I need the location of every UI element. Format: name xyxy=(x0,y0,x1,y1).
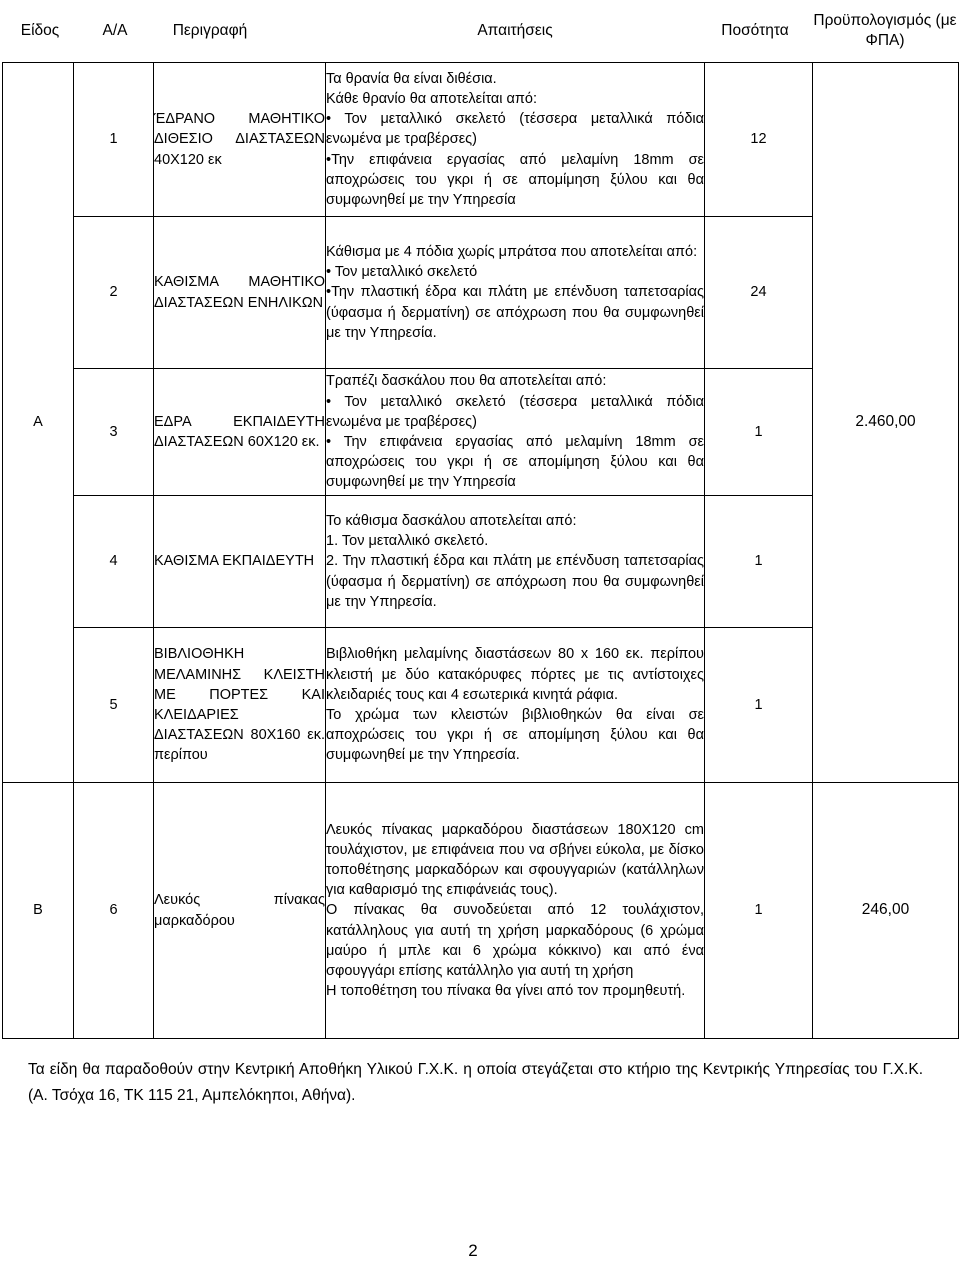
quantity-cell: 1 xyxy=(705,496,813,628)
table-row xyxy=(3,63,959,217)
requirements-text: Τα θρανία θα είναι διθέσια. Κάθε θρανίο θα αποτελείται από: • Τον μεταλλικό σκελετό (τέσσερα μεταλλικά πόδια ενωμένα με τραβέρσες) •Την επιφάνεια εργασίας από μελαμίνη 18mm σε αποχρώσεις του γκρι ή σε απομίμηση ξύλου και θα συμφωνηθεί με την Υπηρεσία xyxy=(326,70,704,208)
header-kind: Είδος xyxy=(20,22,60,39)
items-table xyxy=(2,62,959,1039)
delivery-note: Τα είδη θα παραδοθούν στην Κεντρική Αποθήκη Υλικού Γ.Χ.Κ. η οποία στεγάζεται στο κτήριο της Κεντρικής Υπηρεσίας του Γ.Χ.Κ. (Α. Τσόχα 16, ΤΚ 115 21, Αμπελόκηποι, Αθήνα). xyxy=(28,1061,923,1104)
requirements-text: Βιβλιοθήκη μελαμίνης διαστάσεων 80 x 160 εκ. περίπου κλειστή με δύο κατακόρυφες πόρτες με τις αντίστοιχες κλειδαριές τους και 4 εσωτερικά κινητά ράφια. Το χρώμα των κλειστών βιβλιοθηκών θα είναι σε αποχρώσεις του γκρι ή σε απομίμηση ξύλου και θα συμφωνηθεί με την Υπηρεσία. xyxy=(326,646,704,764)
description-cell: ΈΔΡΑΝΟ ΜΑΘΗΤΙΚΟ ΔΙΘΕΣΙΟ ΔΙΑΣΤΑΣΕΩΝ 40Χ120 εκ xyxy=(154,63,326,217)
quantity-cell: 24 xyxy=(705,217,813,369)
aa-cell: 4 xyxy=(74,496,154,628)
quantity-cell: 1 xyxy=(705,628,813,783)
requirements-cell xyxy=(326,217,705,369)
budget-cell: 246,00 xyxy=(813,783,959,1039)
aa-cell: 5 xyxy=(74,628,154,783)
aa-cell: 1 xyxy=(74,63,154,217)
requirements-cell xyxy=(326,496,705,628)
header-aa: Α/Α xyxy=(102,22,128,39)
description-cell: Λευκός πίνακας μαρκαδόρου xyxy=(154,783,326,1039)
requirements-text: Το κάθισμα δασκάλου αποτελείται από: 1. Τον μεταλλικό σκελετό. 2. Την πλαστική έδρα και πλάτη με επένδυση ταπετσαρίας (ύφασμα ή δερματίνη) σε απόχρωση που θα συμφωνηθεί με την Υπηρεσία. xyxy=(326,512,704,610)
page-number: 2 xyxy=(468,1241,478,1260)
budget-cell: 2.460,00 xyxy=(813,63,959,783)
header-description: Περιγραφή xyxy=(172,22,248,39)
quantity-cell: 1 xyxy=(705,783,813,1039)
aa-cell: 3 xyxy=(74,369,154,496)
description-cell: ΚΑΘΙΣΜΑ ΜΑΘΗΤΙΚΟ ΔΙΑΣΤΑΣΕΩΝ ΕΝΗΛΙΚΩΝ xyxy=(154,217,326,369)
quantity-cell: 1 xyxy=(705,369,813,496)
description-cell: ΒΙΒΛΙΟΘΗΚΗ ΜΕΛΑΜΙΝΗΣ ΚΛΕΙΣΤΗ ΜΕ ΠΟΡΤΕΣ ΚΑΙ ΚΛΕΙΔΑΡΙΕΣ ΔΙΑΣΤΑΣΕΩΝ 80Χ160 εκ. περίπου xyxy=(154,628,326,783)
kind-cell: Β xyxy=(3,783,74,1039)
requirements-cell xyxy=(326,63,705,217)
header-budget: Προϋπολογισμός (με ΦΠΑ) xyxy=(813,12,957,49)
header-quantity: Ποσότητα xyxy=(721,22,789,39)
requirements-cell xyxy=(326,369,705,496)
quantity-cell: 12 xyxy=(705,63,813,217)
requirements-text: Τραπέζι δασκάλου που θα αποτελείται από: • Τον μεταλλικό σκελετό (τέσσερα μεταλλικά πόδια ενωμένα με τραβέρσες) • Την επιφάνεια εργασίας από μελαμίνη 18mm σε αποχρώσεις του γκρι ή σε απομίμηση ξύλου και θα συμφωνηθεί με την Υπηρεσία xyxy=(326,373,704,491)
requirements-text: Λευκός πίνακας μαρκαδόρου διαστάσεων 180Χ120 cm τουλάχιστον, με επιφάνεια που να σβήνει εύκολα, με δίσκο τοποθέτησης μαρκαδόρων και σφουγγαριών (κατάλληλων για καθαρισμό της επιφάνειάς τους). Ο πίνακας θα συνοδεύεται από 12 τουλάχιστον, κατάλληλους για αυτή τη χρήση μαρκαδόρους (6 χρώμα μαύρο ή μπλε και 6 χρώμα κόκκινο) και από ένα σφουγγάρι επίσης κατάλληλο για αυτή τη χρήση Η τοποθέτηση του πίνακα θα γίνει από τον προμηθευτή. xyxy=(326,821,704,1000)
description-cell: ΚΑΘΙΣΜΑ ΕΚΠΑΙΔΕΥΤΗ xyxy=(154,496,326,628)
requirements-cell xyxy=(326,628,705,783)
requirements-cell xyxy=(326,783,705,1039)
kind-cell: Α xyxy=(3,63,74,783)
aa-cell: 6 xyxy=(74,783,154,1039)
requirements-text: Κάθισμα με 4 πόδια χωρίς μπράτσα που αποτελείται από: • Τον μεταλλικό σκελετό •Την πλαστική έδρα και πλάτη με επένδυση ταπετσαρίας (ύφασμα ή δερματίνη) σε απόχρωση που θα συμφωνηθεί με την Υπηρεσία. xyxy=(326,243,704,341)
table-row xyxy=(3,783,959,1039)
aa-cell: 2 xyxy=(74,217,154,369)
description-cell: ΕΔΡΑ ΕΚΠΑΙΔΕΥΤΗ ΔΙΑΣΤΑΣΕΩΝ 60Χ120 εκ. xyxy=(154,369,326,496)
header-requirements: Απαιτήσεις xyxy=(477,22,553,39)
